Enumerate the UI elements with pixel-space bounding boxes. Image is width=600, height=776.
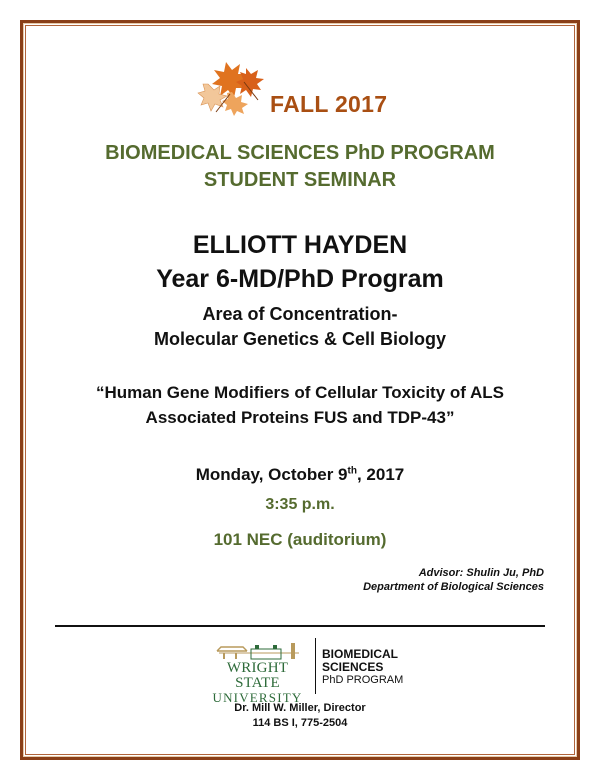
program-heading <box>0 140 600 194</box>
program-logo <box>322 648 403 687</box>
university-logo <box>205 637 310 705</box>
program-logo-line2: SCIENCES <box>322 660 384 674</box>
speaker-name: ELLIOTT HAYDEN <box>192 231 408 259</box>
director-name: Dr. Mill W. Miller, Director <box>234 702 366 714</box>
date-ordinal: th <box>347 465 357 477</box>
program-heading-line2: STUDENT SEMINAR <box>203 169 397 191</box>
event-location: 101 NEC (auditorium) <box>213 530 387 549</box>
campus-skyline-icon <box>213 637 303 661</box>
autumn-leaves-icon <box>196 54 274 116</box>
seminar-title-line2: Associated Proteins FUS and TDP-43” <box>145 408 455 427</box>
date-suffix: , 2017 <box>356 465 405 484</box>
date-prefix: Monday, October 9 <box>195 465 348 484</box>
season-title: FALL 2017 <box>270 91 388 117</box>
concentration-line1: Area of Concentration- <box>202 304 398 324</box>
event-date <box>0 465 600 485</box>
program-heading-line1: BIOMEDICAL SCIENCES PhD PROGRAM <box>105 142 495 164</box>
event-time: 3:35 p.m. <box>265 496 335 513</box>
seminar-title <box>0 380 600 430</box>
speaker-year: Year 6-MD/PhD Program <box>156 265 444 293</box>
director-contact: 114 BS I, 775-2504 <box>252 717 348 729</box>
concentration-line2: Molecular Genetics & Cell Biology <box>153 329 447 349</box>
program-logo-line1: BIOMEDICAL <box>322 647 398 661</box>
advisor-name: Advisor: Shulin Ju, PhD <box>418 567 544 579</box>
logo-divider <box>315 638 316 694</box>
concentration-area <box>0 302 600 352</box>
university-name-line1: WRIGHT STATE <box>226 660 289 691</box>
program-logo-line3: PhD PROGRAM <box>322 674 404 686</box>
university-name-line2: UNIVERSITY <box>212 690 303 705</box>
footer-divider <box>55 625 545 627</box>
director-info <box>0 701 600 731</box>
seminar-title-line1: “Human Gene Modifiers of Cellular Toxicity of ALS <box>95 383 505 402</box>
advisor-department: Department of Biological Sciences <box>363 581 544 593</box>
